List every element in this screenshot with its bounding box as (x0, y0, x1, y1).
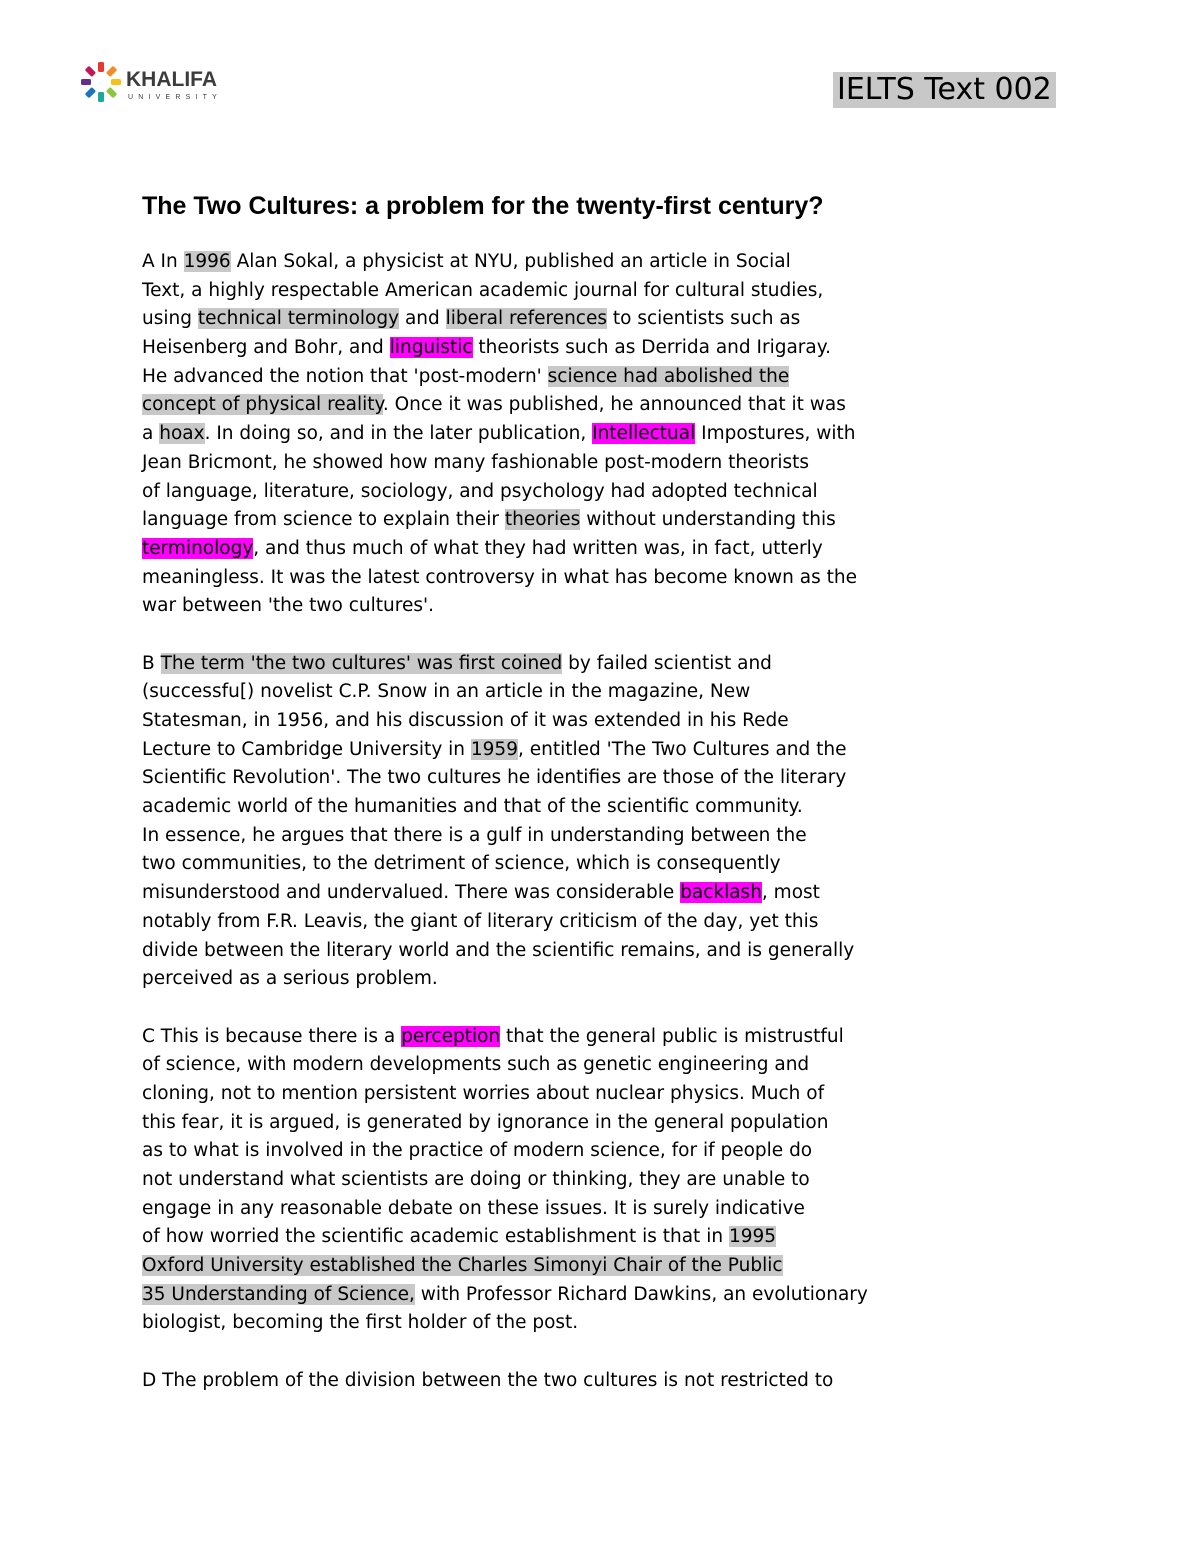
logo-subtitle-text: UNIVERSITY (128, 94, 223, 101)
text-line (142, 449, 1042, 478)
body-text (142, 248, 1042, 1424)
paragraph (142, 1023, 1042, 1339)
highlighted-text: terminology (142, 537, 254, 559)
text-line (142, 535, 1042, 564)
text-run: Heisenberg and Bohr, and (142, 337, 390, 359)
text-run: Text, a highly respectable American academic journal for cultural studies, (142, 279, 824, 301)
highlighted-text: 1996 (183, 251, 231, 272)
highlighted-text: linguistic (389, 337, 473, 359)
text-line (142, 1166, 1042, 1195)
text-line (142, 1080, 1042, 1109)
text-line (142, 1051, 1042, 1080)
text-run: Lecture to Cambridge University in (142, 738, 471, 760)
text-line (142, 937, 1042, 966)
text-run: Statesman, in 1956, and his discussion of it was extended in his Rede (142, 710, 789, 731)
text-line (142, 678, 1042, 707)
text-run: He advanced the notion that 'post-modern' (142, 365, 548, 387)
document-title: The Two Cultures: a problem for the twenty-first century? (142, 192, 824, 220)
text-run: of how worried the scientific academic establishment is that in (142, 1226, 729, 1248)
text-run: language from science to explain their (142, 509, 505, 531)
text-line (142, 277, 1042, 306)
text-line (142, 506, 1042, 535)
text-line (142, 1195, 1042, 1224)
text-run: Alan Sokal, a physicist at NYU, published an article in Social (230, 251, 791, 272)
highlighted-text: liberal references (445, 308, 607, 330)
text-run: without understanding this (580, 509, 836, 531)
text-line (142, 650, 1042, 679)
text-line (142, 478, 1042, 507)
text-run: as to what is involved in the practice of modern science, for if people do (142, 1140, 813, 1162)
text-run: a (142, 423, 160, 445)
text-line (142, 564, 1042, 593)
text-line (142, 736, 1042, 765)
text-run: engage in any reasonable debate on these issues. It is surely indicative (142, 1197, 805, 1219)
text-line (142, 420, 1042, 449)
text-run: of language, literature, sociology, and psychology had adopted technical (142, 480, 818, 502)
text-run: , and thus much of what they had written was, in fact, utterly (253, 537, 823, 559)
text-run: by failed scientist and (562, 652, 772, 674)
text-run: . In doing so, and in the later publication, (204, 423, 593, 445)
text-line (142, 248, 1042, 277)
text-line (142, 1252, 1042, 1281)
paragraph (142, 248, 1042, 621)
highlighted-text: Oxford University established the Charles Simonyi Chair of the Public (142, 1255, 783, 1277)
paragraph (142, 650, 1042, 994)
highlighted-text: backlash (680, 882, 762, 904)
text-line (142, 1309, 1042, 1338)
text-run: misunderstood and undervalued. There was considerable (142, 882, 681, 904)
text-run: using (142, 308, 198, 330)
text-run: meaningless. It was the latest controversy in what has become known as the (142, 566, 857, 588)
logo-brand-text: KHALIFA (126, 68, 217, 91)
text-line (142, 305, 1042, 334)
text-line (142, 850, 1042, 879)
text-line (142, 707, 1042, 736)
text-run: B (142, 652, 161, 674)
text-run: C This is because there is a (142, 1025, 402, 1047)
text-line (142, 1137, 1042, 1166)
highlighted-text: 35 Understanding of Science, (142, 1283, 415, 1305)
text-line (142, 1281, 1042, 1310)
text-run: that the general public is mistrustful (500, 1025, 844, 1047)
highlighted-text: perception (401, 1025, 501, 1047)
text-line (142, 1367, 1042, 1396)
text-run: In essence, he argues that there is a gulf in understanding between the (142, 824, 807, 846)
text-run: not understand what scientists are doing or thinking, they are unable to (142, 1169, 810, 1190)
highlighted-text: 1995 (728, 1226, 777, 1248)
text-line (142, 592, 1042, 621)
text-line (142, 793, 1042, 822)
text-run: two communities, to the detriment of science, which is consequently (142, 853, 781, 875)
highlighted-text: The term 'the two cultures' was first coined (160, 652, 563, 674)
text-line (142, 764, 1042, 793)
highlighted-text: hoax (159, 423, 205, 445)
text-run: Scientific Revolution'. The two cultures he identifies are those of the literary (142, 767, 847, 789)
highlighted-text: theories (504, 509, 581, 531)
text-run: D The problem of the division between the two cultures is not restricted to (142, 1369, 834, 1391)
text-run: (successfu[) novelist C.P. Snow in an article in the magazine, New (142, 681, 751, 703)
highlighted-text: science had abolished the (547, 365, 790, 387)
text-run: , most (761, 882, 820, 904)
text-run: perceived as a serious problem. (142, 968, 438, 990)
text-line (142, 391, 1042, 420)
text-run: of science, with modern developments such as genetic engineering and (142, 1054, 810, 1076)
paragraph (142, 1367, 1042, 1396)
khalifa-university-logo (80, 58, 240, 106)
document-label: IELTS Text 002 (833, 72, 1056, 108)
text-run: divide between the literary world and the scientific remains, and is generally (142, 939, 855, 961)
text-run: to scientists such as (606, 308, 801, 330)
text-run: , entitled 'The Two Cultures and the (517, 738, 847, 760)
highlighted-text: concept of physical reality (142, 394, 383, 416)
text-line (142, 1023, 1042, 1052)
text-line (142, 363, 1042, 392)
text-run: notably from F.R. Leavis, the giant of literary criticism of the day, yet this (142, 910, 819, 932)
text-run: with Professor Richard Dawkins, an evolutionary (414, 1283, 868, 1305)
text-line (142, 1109, 1042, 1138)
text-run: Jean Bricmont, he showed how many fashionable post-modern theorists (142, 451, 810, 473)
text-run: academic world of the humanities and that of the scientific community. (142, 796, 803, 818)
text-run: and (399, 308, 446, 330)
text-run: . Once it was published, he announced that it was (382, 394, 846, 416)
text-line (142, 965, 1042, 994)
text-run: A In (142, 251, 184, 272)
text-run: war between 'the two cultures'. (142, 595, 434, 617)
highlighted-text: Intellectual (592, 423, 696, 445)
text-run: Impostures, with (695, 423, 856, 445)
highlighted-text: 1959 (470, 738, 518, 760)
text-run: cloning, not to mention persistent worries about nuclear physics. Much of (142, 1082, 825, 1104)
text-run: biologist, becoming the first holder of the post. (142, 1312, 579, 1334)
text-line (142, 334, 1042, 363)
text-run: this fear, it is argued, is generated by ignorance in the general population (142, 1111, 829, 1133)
text-run: theorists such as Derrida and Irigaray. (472, 337, 831, 359)
text-line (142, 879, 1042, 908)
highlighted-text: technical terminology (197, 308, 400, 330)
text-line (142, 1223, 1042, 1252)
text-line (142, 822, 1042, 851)
text-line (142, 908, 1042, 937)
